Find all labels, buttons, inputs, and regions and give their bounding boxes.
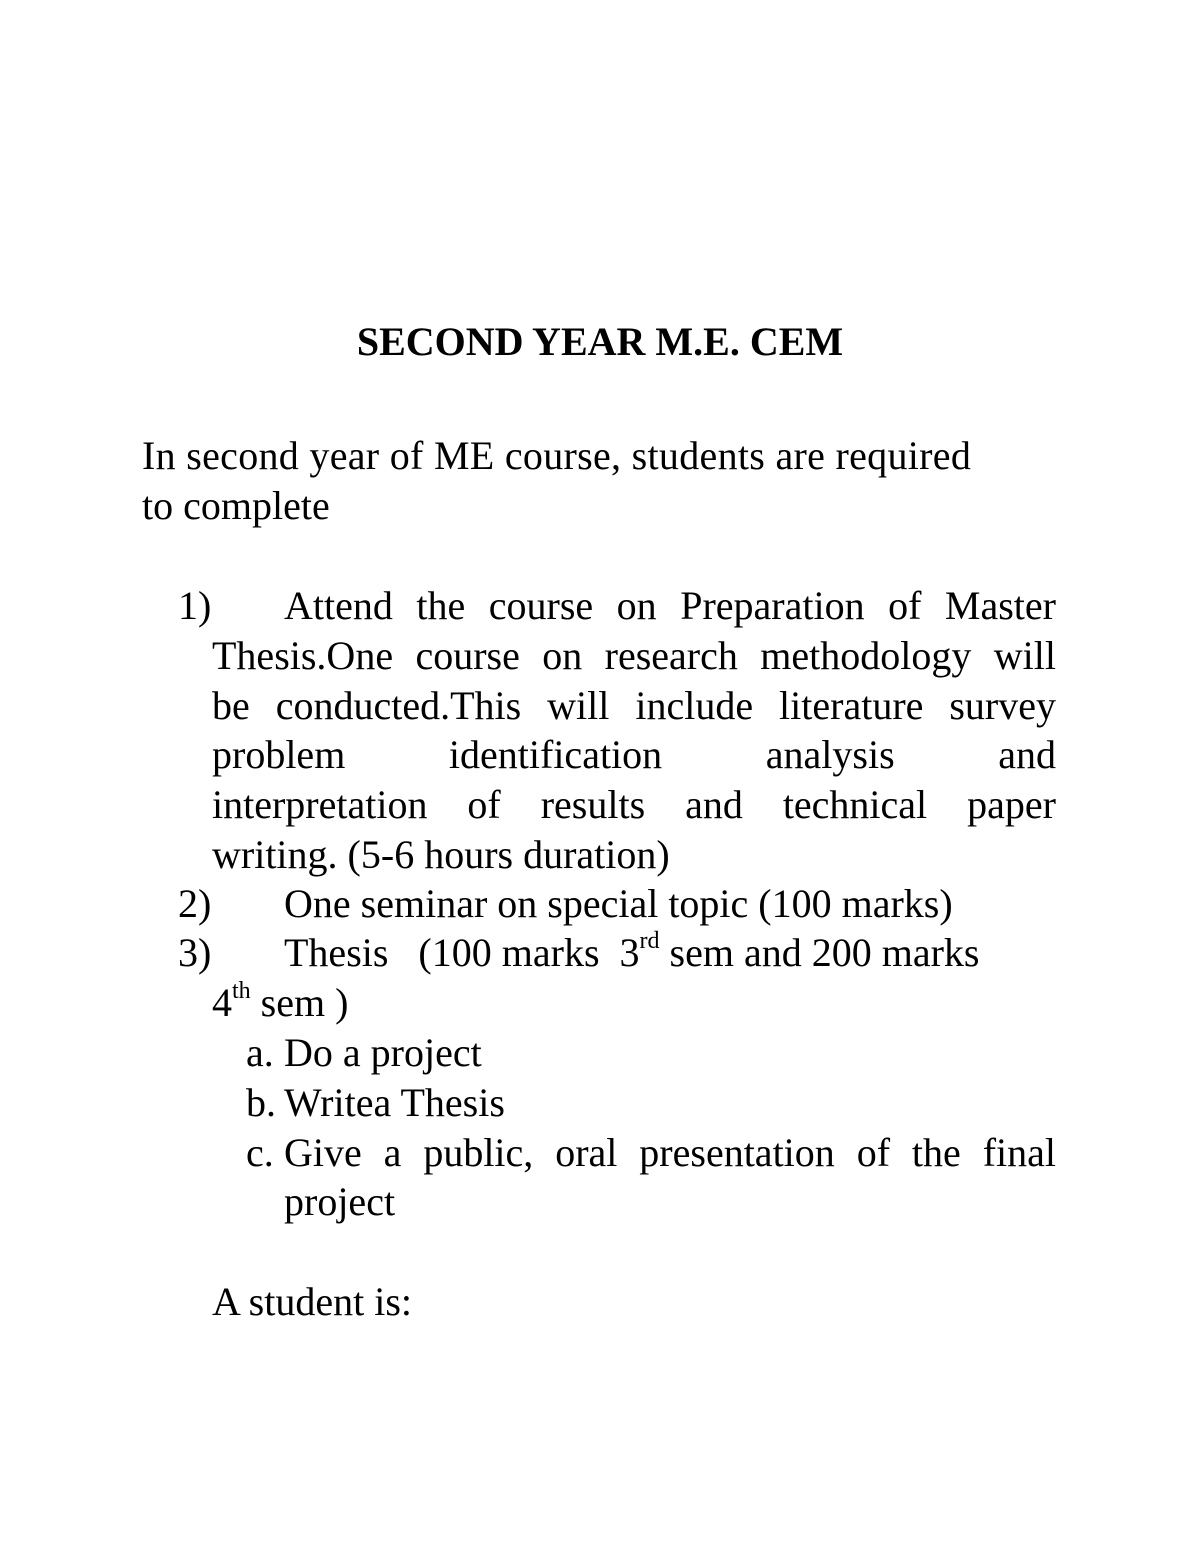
list-item-1-line-3: be conducted.This will include literature survey (212, 683, 1056, 728)
sub-item-letter-a: a. (246, 1030, 274, 1075)
list-item-1-line-5 (212, 782, 1056, 827)
list-item-3-line-2 (212, 978, 349, 1025)
intro-paragraph-line-1 (142, 433, 1056, 478)
word: technical (782, 782, 928, 827)
thesis-marks-text-2: sem and 200 marks (659, 930, 980, 975)
closing-text: A student is: (212, 1279, 413, 1324)
word: and (998, 732, 1056, 777)
semester-text: sem ) (250, 980, 349, 1025)
ordinal-suffix: th (232, 978, 251, 1004)
list-item-number-3: 3) (178, 930, 212, 975)
list-item-3-text-part (284, 928, 980, 975)
word: of (467, 782, 501, 827)
list-item-1-line-2: Thesis.One course on research methodology will (212, 633, 1056, 678)
list-item-1-line-6: writing. (5-6 hours duration) (212, 832, 670, 877)
page-title: SECOND YEAR M.E. CEM (356, 319, 844, 364)
word: analysis (765, 732, 895, 777)
sub-item-c-line-1: Give a public, oral presentation of the final (284, 1130, 1056, 1175)
list-item-number-2: 2) (178, 881, 212, 926)
list-item-2-text: One seminar on special topic (100 marks) (284, 881, 953, 926)
semester-number: 4 (212, 980, 232, 1025)
sub-item-letter-b: b. (246, 1080, 276, 1125)
list-item-3-line-1 (284, 928, 1056, 975)
word: results (540, 782, 646, 827)
sub-item-b-text: Writea Thesis (284, 1080, 505, 1125)
list-item-number-1: 1) (178, 583, 212, 628)
intro-paragraph-line-2: to complete (142, 483, 330, 528)
sub-item-letter-c: c. (246, 1130, 274, 1175)
ordinal-suffix: rd (639, 928, 660, 954)
list-item-1-line-4 (212, 732, 1056, 777)
sub-item-a-text: Do a project (284, 1030, 482, 1075)
word: problem (212, 732, 346, 777)
sub-item-c-line-2: project (284, 1179, 396, 1224)
intro-text-1: In second year of ME course, students are required (142, 433, 972, 478)
word: paper (967, 782, 1056, 827)
list-item-1-line-1: Attend the course on Preparation of Master (284, 583, 1056, 628)
thesis-marks-text: Thesis (100 marks 3 (284, 930, 640, 975)
word: interpretation (212, 782, 428, 827)
word: identification (448, 732, 663, 777)
word: and (685, 782, 743, 827)
